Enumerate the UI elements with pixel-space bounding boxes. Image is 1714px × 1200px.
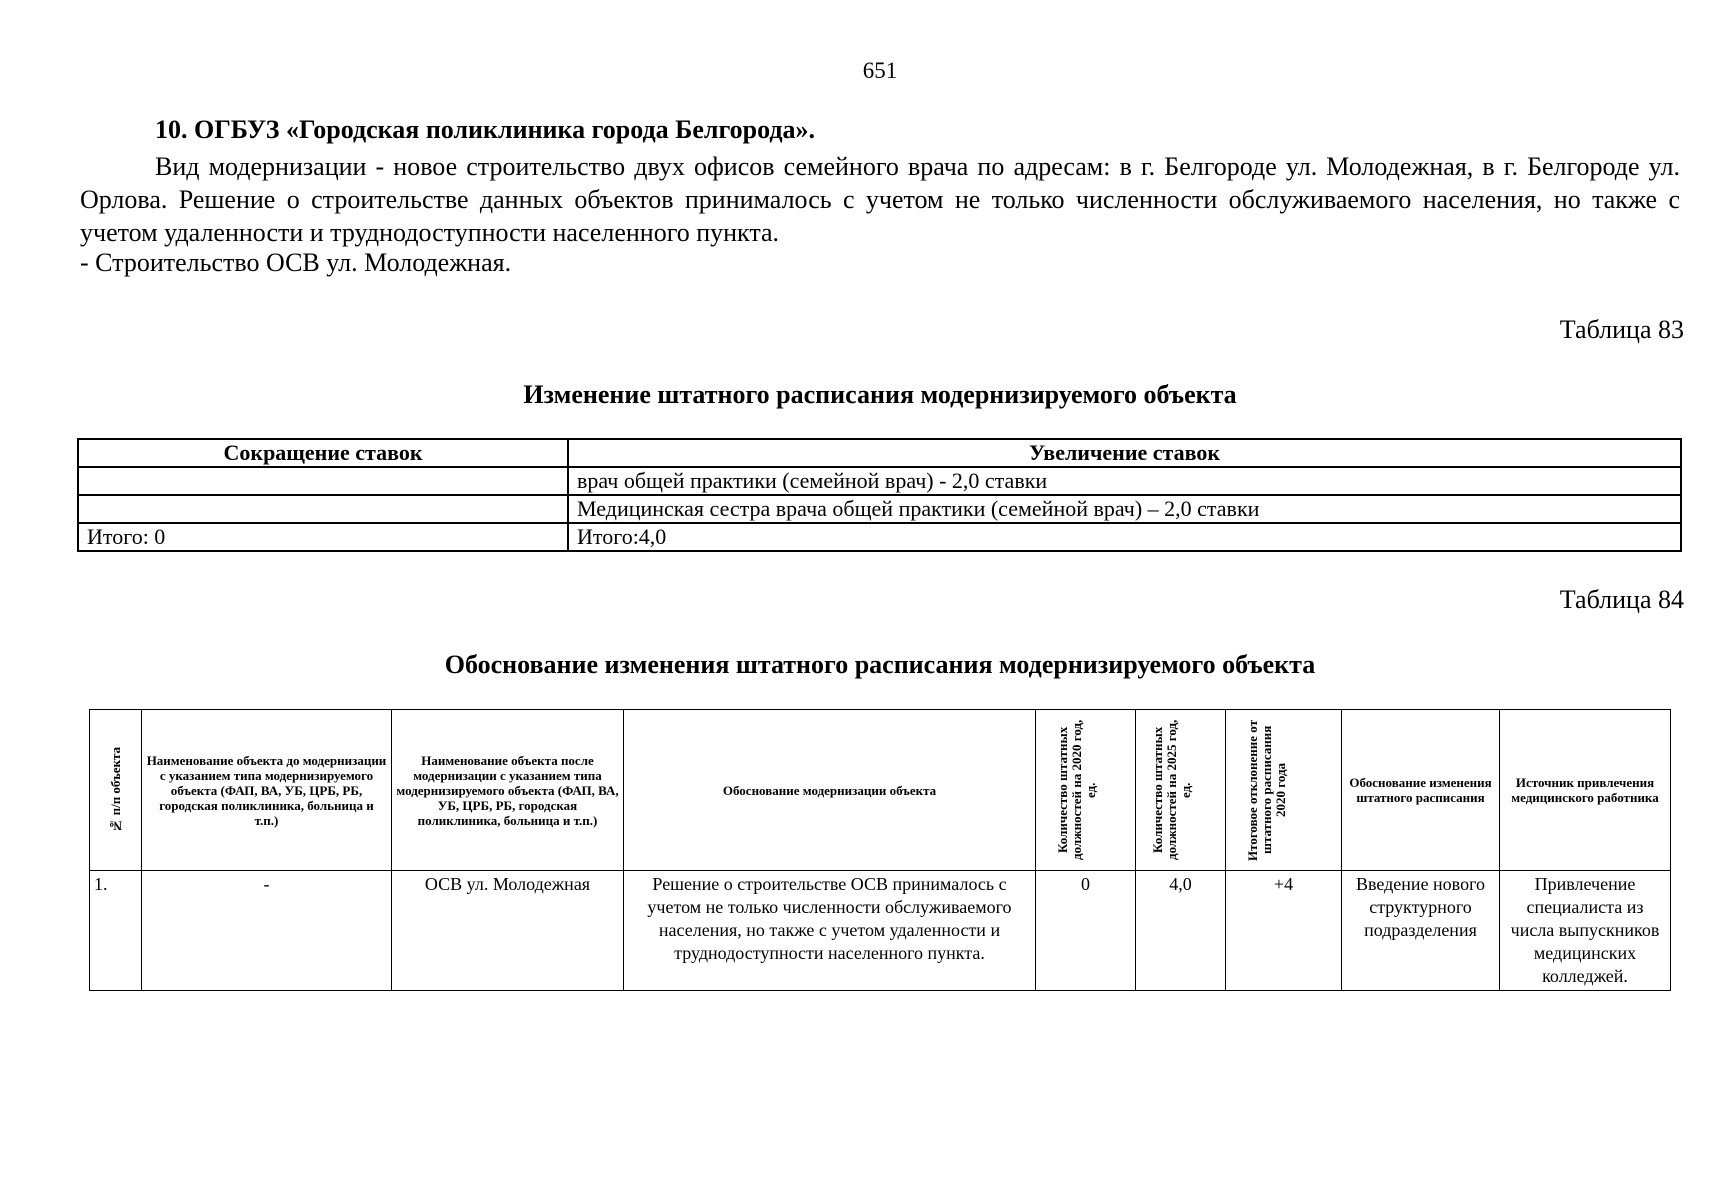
header-before: Наименование объекта до модернизации с указанием типа модернизируемого объекта (ФАП, ВА, УБ, ЦРБ, РБ, городская поликлиника, больница и т.п.) — [142, 710, 392, 871]
table-header-row — [78, 439, 1681, 467]
table-row — [90, 871, 1671, 991]
header-reason: Обоснование модернизации объекта — [624, 710, 1036, 871]
justification-table — [89, 709, 1671, 991]
cell-before: - — [142, 871, 392, 991]
header-cut-rates: Сокращение ставок — [78, 439, 568, 467]
table-83-title: Изменение штатного расписания модернизируемого объекта — [523, 380, 1237, 409]
header-after: Наименование объекта после модернизации с указанием типа модернизируемого объекта (ФАП, ВА, УБ, ЦРБ, РБ, городская поликлиника, больница и т.п.) — [392, 710, 624, 871]
cell-reason: Решение о строительстве ОСВ принималось с учетом не только численности обслуживаемого населения, но также с учетом удаленности и труднодоступности населенного пункта. — [624, 871, 1036, 991]
table-header-row — [90, 710, 1671, 871]
table-total-row — [78, 523, 1681, 551]
page-number: 651 — [862, 58, 898, 83]
cell-staff-reason: Введение нового структурного подразделения — [1342, 871, 1500, 991]
cell-num: 1. — [90, 871, 142, 991]
total-add: Итого:4,0 — [568, 523, 1681, 551]
cell-source: Привлечение специалиста из числа выпускников медицинских колледжей. — [1500, 871, 1671, 991]
staffing-change-table — [77, 438, 1682, 552]
cell-add: Медицинская сестра врача общей практики (семейной врач) – 2,0 ставки — [568, 495, 1681, 523]
section-heading: 10. ОГБУЗ «Городская поликлиника города Белгорода». — [155, 115, 815, 144]
header-deviation: Итоговое отклонение от штатного расписания 2020 года — [1226, 710, 1342, 871]
cell-add: врач общей практики (семейной врач) - 2,0 ставки — [568, 467, 1681, 495]
total-cut: Итого: 0 — [78, 523, 568, 551]
header-count-2020: Количество штатных должностей на 2020 год, ед. — [1036, 710, 1136, 871]
cell-count-2020: 0 — [1036, 871, 1136, 991]
table-84-label: Таблица 84 — [1559, 585, 1684, 614]
header-source: Источник привлечения медицинского работника — [1500, 710, 1671, 871]
cell-cut — [78, 467, 568, 495]
table-row — [78, 467, 1681, 495]
header-num: № п/п объекта — [90, 710, 142, 871]
paragraph-text: Вид модернизации - новое строительство двух офисов семейного врача по адресам: в г. Белгороде ул. Молодежная, в г. Белгороде ул. Орлова. Решение о строительстве данных объектов принималось с учетом не только численности обслуживаемого населения, но также с учетом удаленности и труднодоступности населенного пункта. — [80, 152, 1680, 247]
table-84-title: Обоснование изменения штатного расписания модернизируемого объекта — [444, 650, 1316, 679]
header-count-2025: Количество штатных должностей на 2025 год, ед. — [1136, 710, 1226, 871]
header-add-rates: Увеличение ставок — [568, 439, 1681, 467]
cell-after: ОСВ ул. Молодежная — [392, 871, 624, 991]
cell-deviation: +4 — [1226, 871, 1342, 991]
section-paragraph — [80, 150, 1680, 249]
table-row — [78, 495, 1681, 523]
cell-cut — [78, 495, 568, 523]
table-83-label: Таблица 83 — [1559, 315, 1684, 344]
bullet-line: - Строительство ОСВ ул. Молодежная. — [80, 248, 512, 277]
cell-count-2025: 4,0 — [1136, 871, 1226, 991]
header-staff-reason: Обоснование изменения штатного расписания — [1342, 710, 1500, 871]
